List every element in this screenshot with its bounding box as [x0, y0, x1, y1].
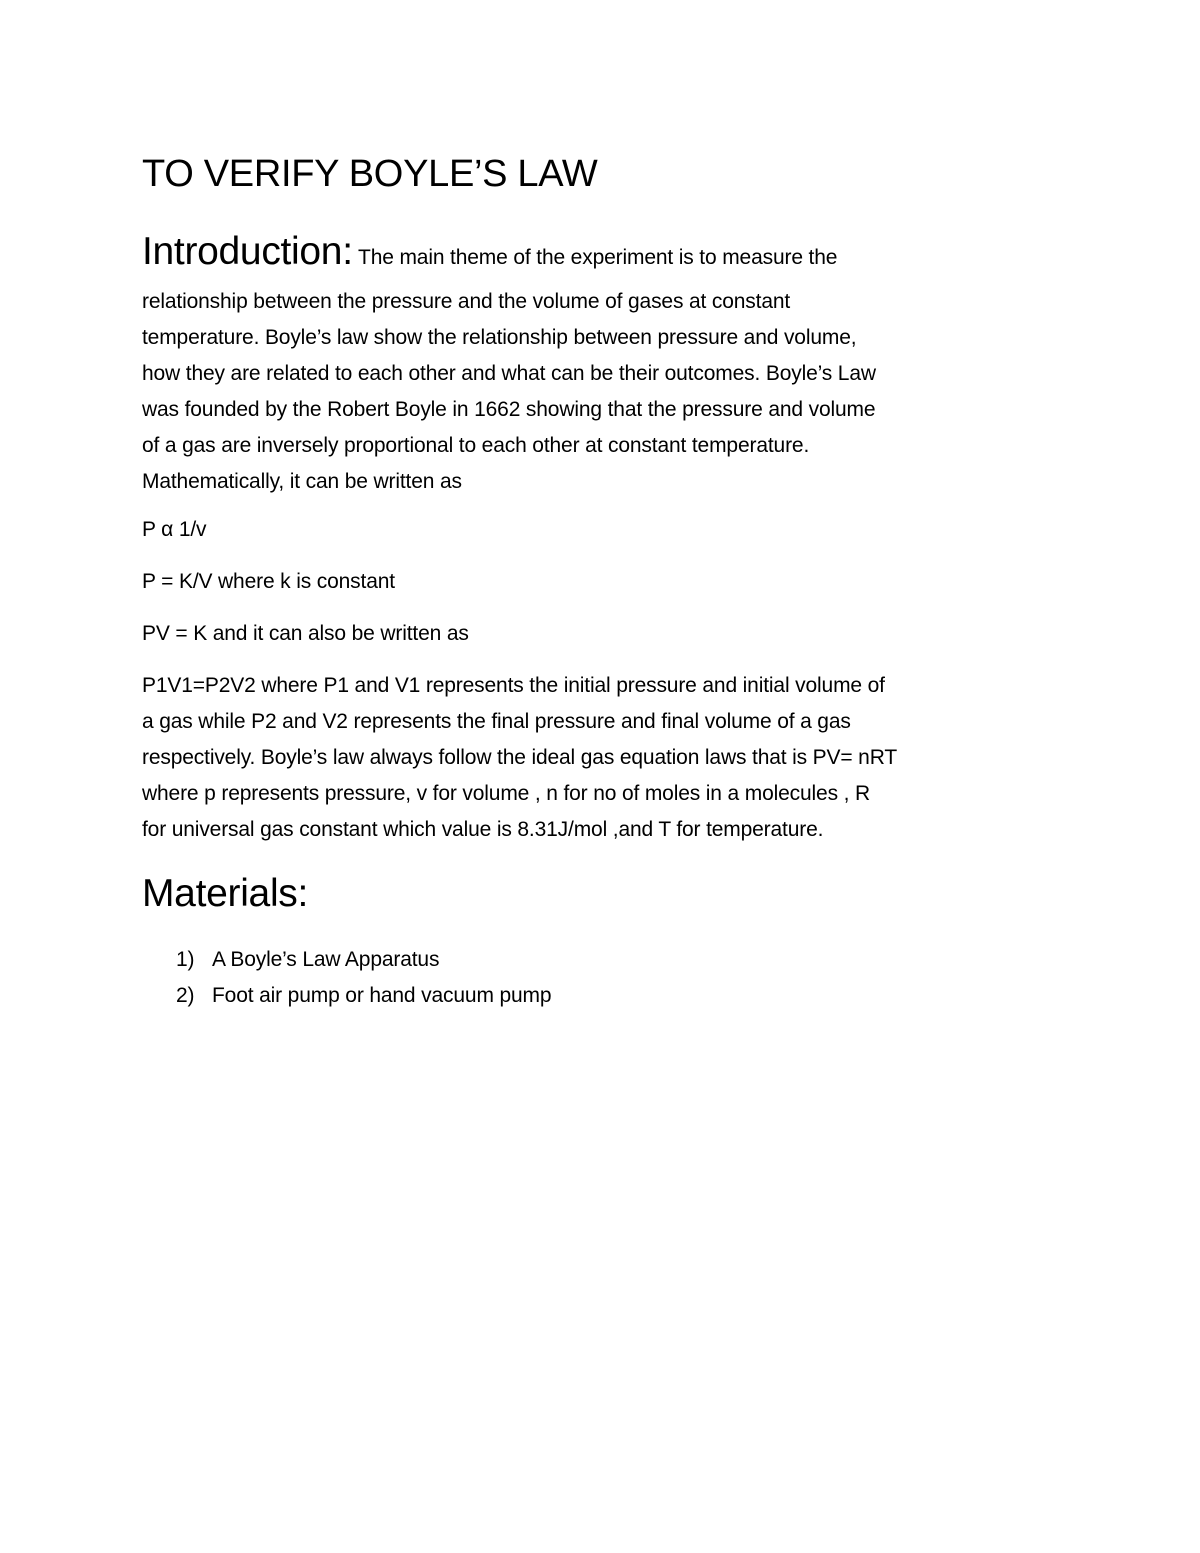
introduction-line: temperature. Boyle’s law show the relationship between pressure and volume,: [142, 326, 857, 349]
formula-pv-constant: PV = K and it can also be written as: [142, 622, 469, 645]
introduction-line: Mathematically, it can be written as: [142, 470, 462, 493]
ideal-gas-paragraph: [142, 668, 1057, 848]
materials-list: [176, 942, 551, 1014]
introduction-line: was founded by the Robert Boyle in 1662 showing that the pressure and volume: [142, 398, 876, 421]
introduction-line: how they are related to each other and what can be their outcomes. Boyle’s Law: [142, 362, 876, 385]
list-item: [176, 942, 551, 978]
document-title: TO VERIFY BOYLE’S LAW: [142, 153, 598, 195]
paragraph-line: P1V1=P2V2 where P1 and V1 represents the initial pressure and initial volume of: [142, 674, 885, 697]
introduction-first-line: [142, 226, 1057, 284]
introduction-line: relationship between the pressure and the volume of gases at constant: [142, 290, 791, 313]
paragraph-line: where p represents pressure, v for volume , n for no of moles in a molecules , R: [142, 782, 870, 805]
list-item: [176, 978, 551, 1014]
formula-constant: P = K/V where k is constant: [142, 570, 395, 593]
list-item-number: 1): [176, 948, 195, 971]
list-item-text: A Boyle’s Law Apparatus: [212, 948, 440, 971]
paragraph-line: for universal gas constant which value is 8.31J/mol ,and T for temperature.: [142, 818, 824, 841]
introduction-heading: Introduction:: [142, 230, 353, 273]
paragraph-line: respectively. Boyle’s law always follow the ideal gas equation laws that is PV= nRT: [142, 746, 898, 769]
materials-heading: Materials:: [142, 872, 309, 915]
introduction-lead-text: The main theme of the experiment is to measure the: [352, 246, 838, 269]
introduction-section: [142, 226, 1057, 500]
paragraph-line: a gas while P2 and V2 represents the final pressure and final volume of a gas: [142, 710, 851, 733]
list-item-text: Foot air pump or hand vacuum pump: [212, 984, 552, 1007]
formula-proportionality: P α 1/v: [142, 518, 207, 541]
list-item-number: 2): [176, 984, 195, 1007]
introduction-line: of a gas are inversely proportional to each other at constant temperature.: [142, 434, 810, 457]
